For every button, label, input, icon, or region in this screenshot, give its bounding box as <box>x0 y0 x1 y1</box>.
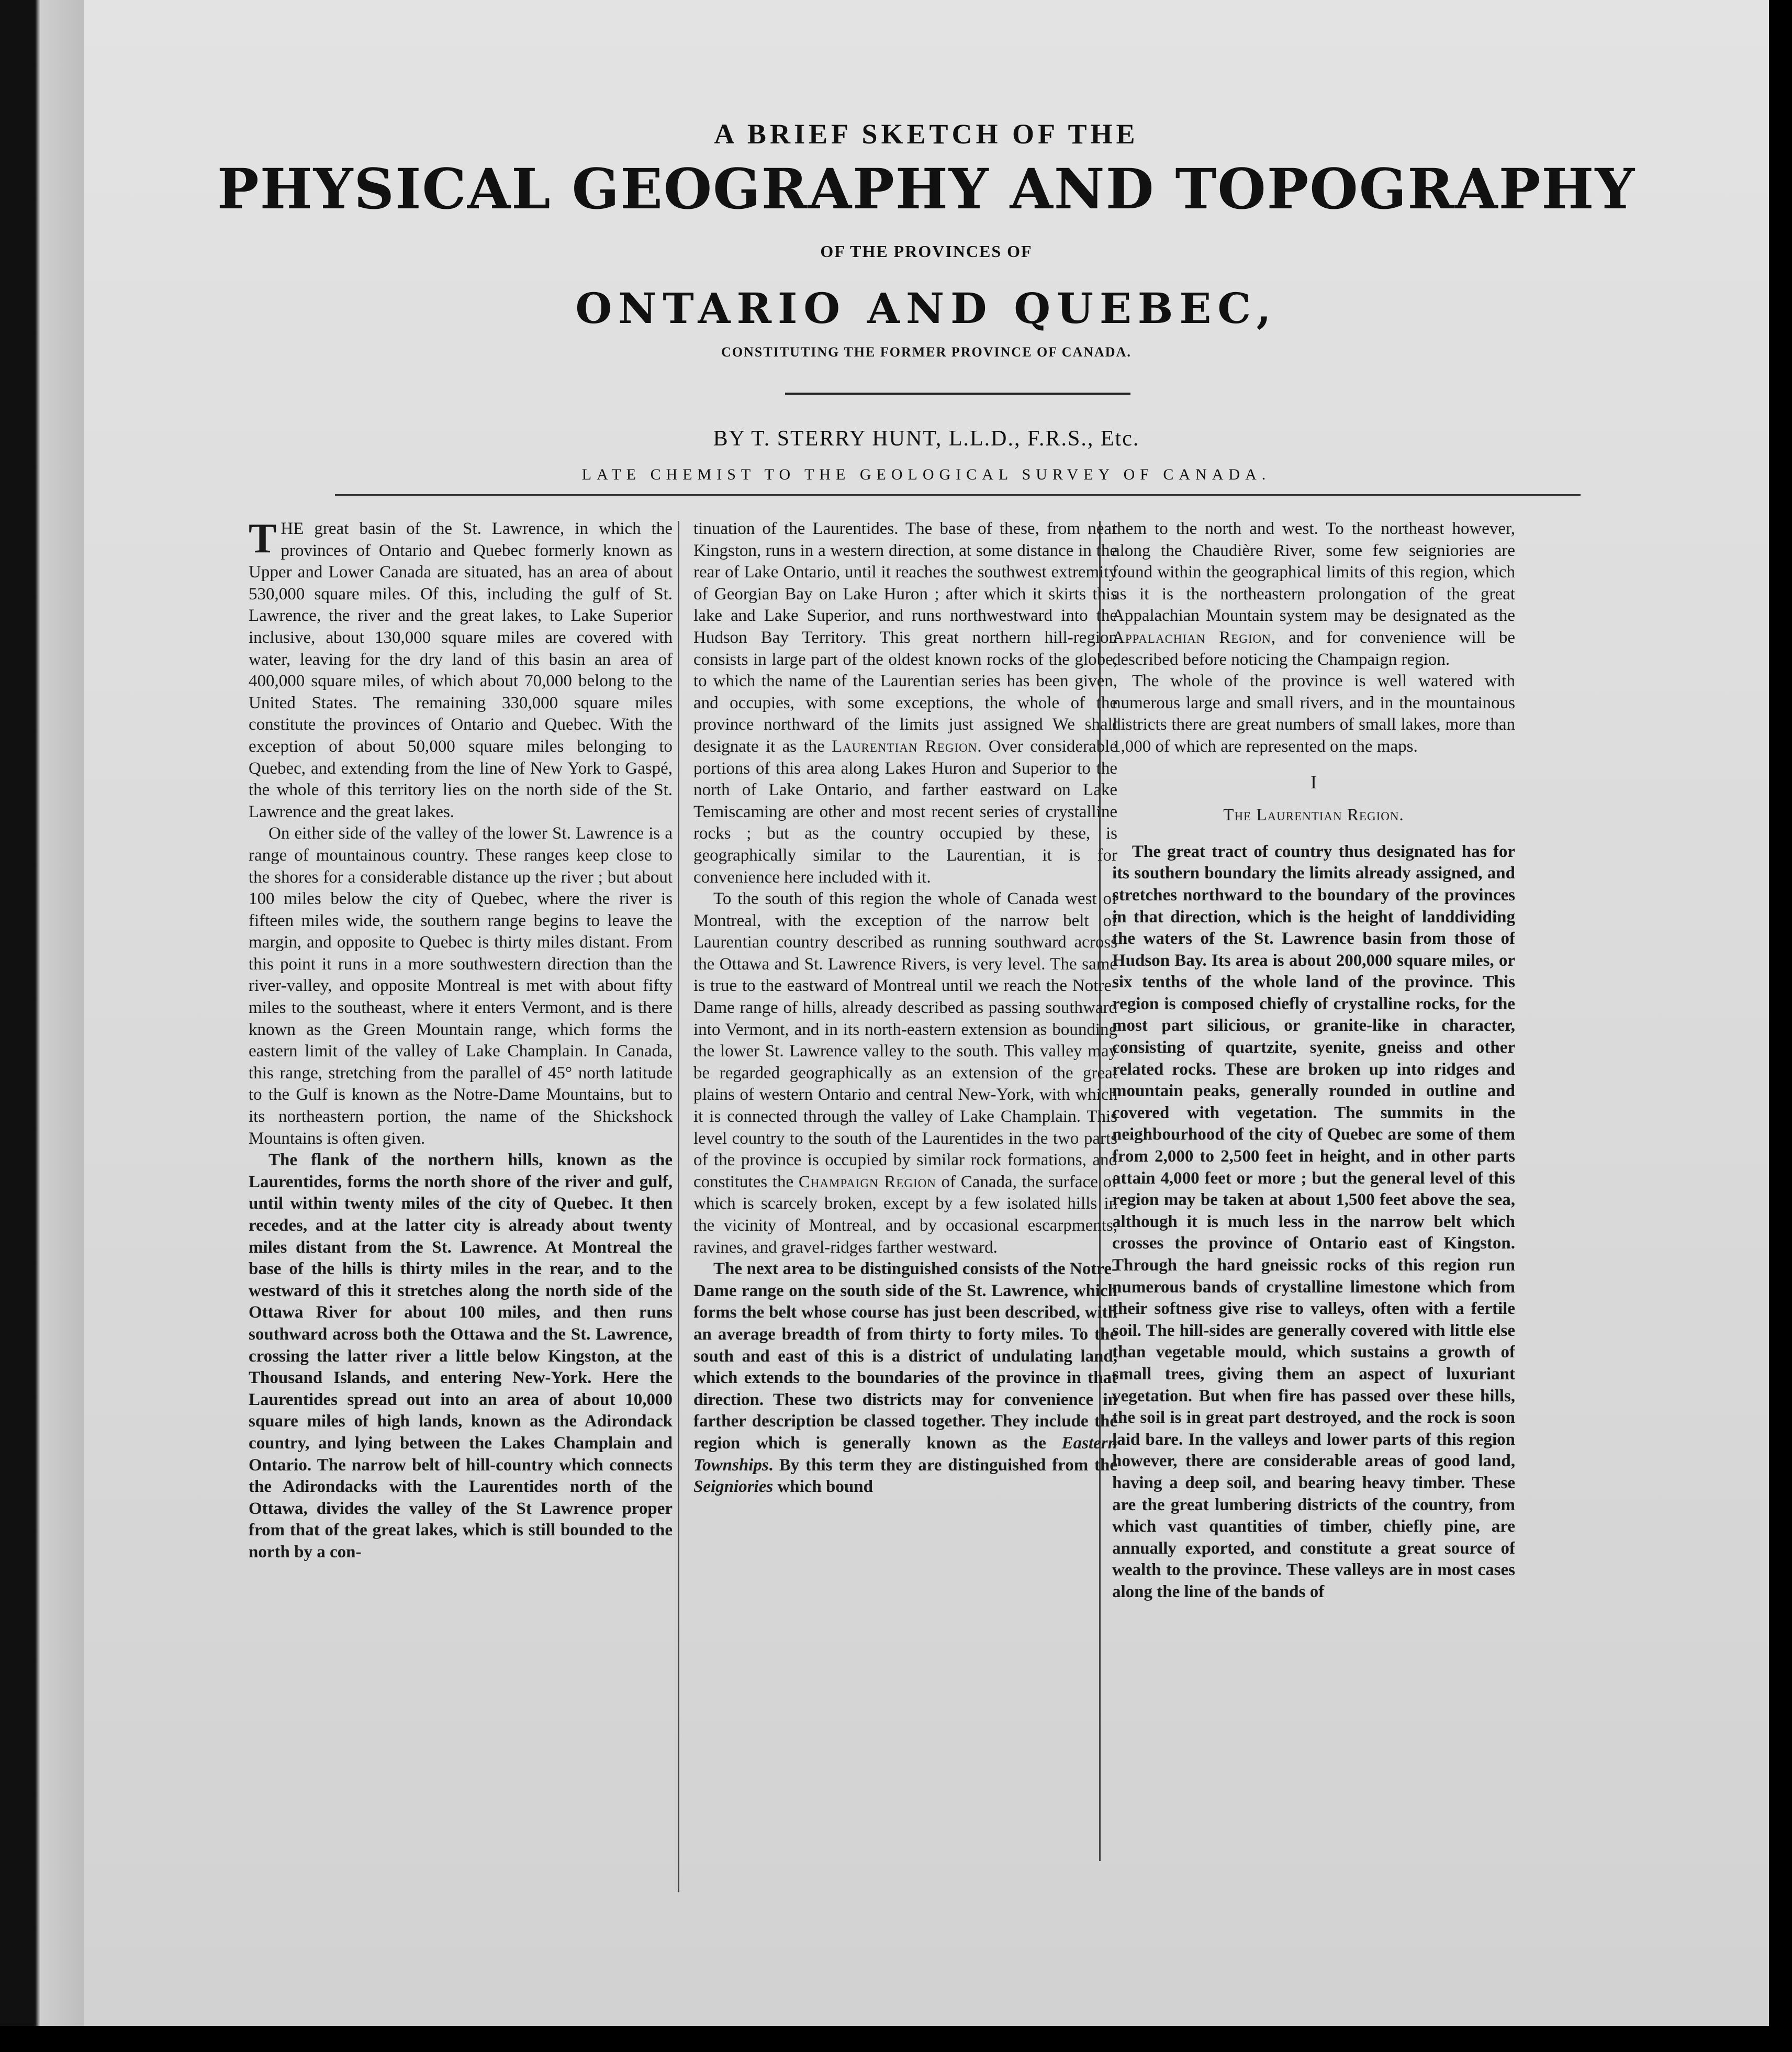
paragraph: The flank of the northern hills, known as the Laurentides, forms the north shore of the river and gulf, until within twenty miles of the city of Quebec. It then recedes, and at the latter city is already about twenty miles distant from the St. Lawrence. At Montreal the base of the hills is thirty miles in the rear, and to the westward of this it stretches along the north side of the Ottawa River for about 100 miles, and then runs southward across both the Ottawa and the St. Lawrence, crossing the latter river a little below Kingston, at the Thousand Islands, and entering New-York. Here the Laurentides spread out into an area of about 10,000 square miles of high lands, known as the Adirondack country, and lying between the Lakes Champlain and Ontario. The narrow belt of hill-country which connects the Adirondacks with the Laurentides north of the Ottawa, divides the valley of the St Lawrence proper from that of the great lakes, which is still bounded to the north by a con- <box>249 1151 673 1562</box>
paragraph: To the south of this region the whole of Canada west of Montreal, with the exception of the narrow belt of Laurentian country described as running southward across the Ottawa and St. Lawrence Rivers, is very level. The same is true to the eastward of Montreal until we reach the Notre-Dame range of hills, already described as passing southward into Vermont, and in its north-eastern extension as bounding the lower St. Lawrence valley to the south. This valley may be regarded geographically as an extension of the great plains of western Ontario and central New-York, with which it is connected through the valley of Lake Champlain. This level country to the south of the Laurentides in the two parts of the province is occupied by similar rock formations, and constitutes the Champaign Region of Canada, the surface of which is scarcely broken, except by a few isolated hills in the vicinity of Montreal, and by occasional escarpments, ravines, and gravel-ridges farther westward. <box>693 889 1117 1257</box>
section-number: I <box>1311 771 1317 793</box>
paragraph: them to the north and west. To the northeast however, along the Chaudière River, some few seigniories are found within the geographical limits of this region, which as it is the northeastern prolongation of the great Appalachian Mountain system may be designated as the Appalachian Region, and for convenience will be described before noticing the Champaign region. <box>1112 519 1515 669</box>
paragraph: The next area to be distinguished consists of the Notre-Dame range on the south side of the St. Lawrence, which forms the belt whose course has just been described, with an average breadth of from thirty to forty miles. To the south and east of this is a district of undulating land, which extends to the boundaries of the province in that direction. These two districts may for convenience in farther description be classed together. They include the region which is generally known as the Eastern Townships. By this term they are distinguished from the Seigniories which bound <box>693 1259 1117 1497</box>
term-champaign-region: Champaign Region <box>798 1172 936 1191</box>
term-seigniories: Seigniories <box>693 1477 774 1497</box>
term-appalachian-region: Appalachian Region <box>1112 628 1271 647</box>
column-divider-1 <box>678 521 679 1892</box>
heading-ontario-quebec: ONTARIO AND QUEBEC, <box>575 284 1278 333</box>
main-title: PHYSICAL GEOGRAPHY AND TOPOGRAPHY <box>217 156 1636 221</box>
title-divider <box>785 393 1130 395</box>
text-column-2 <box>693 518 1117 1879</box>
section-title: The Laurentian Region. <box>1223 806 1404 825</box>
scan-frame-bottom <box>0 2026 1792 2052</box>
paragraph: On either side of the valley of the lower St. Lawrence is a range of mountainous country. These ranges keep close to the shores for a considerable distance up the river ; but about 100 miles below the city of Quebec, where the river is fifteen miles wide, the southern range begins to leave the margin, and opposite to Quebec is thirty miles distant. From this point it runs in a more southwestern direction than the river-valley, and opposite Montreal is met with about fifty miles to the southeast, where it enters Vermont, and is there known as the Green Mountain range, which forms the eastern limit of the valley of Lake Champlain. In Canada, this range, stretching from the parallel of 45° north latitude to the Gulf is known as the Notre-Dame Mountains, but to its northeastern portion, the name of the Shickshock Mountains is often given. <box>249 824 673 1148</box>
paragraph: The whole of the province is well watered with numerous large and small rivers, and in the mountainous districts there are great numbers of small lakes, more than 1,000 of which are represented on the maps. <box>1112 672 1515 756</box>
paragraph: The great tract of country thus designated has for its southern boundary the limits already assigned, and stretches northward to the boundary of the provinces in that direction, which is the height of landdividing the waters of the St. Lawrence basin from those of Hudson Bay. Its area is about 200,000 square miles, or six tenths of the whole land of the province. This region is composed chiefly of crystalline rocks, for the most part silicious, or granite-like in character, consisting of quartzite, syenite, gneiss and other related rocks. These are broken up into ridges and mountain peaks, generally rounded in outline and covered with vegetation. The summits in the neighbourhood of the city of Quebec are some of them from 2,000 to 2,500 feet in height, and in other parts attain 4,000 feet or more ; but the general level of this region may be taken at about 1,500 feet above the sea, although it is much less in the narrow belt which crosses the province of Ontario east of Kingston. Through the hard gneissic rocks of this region run numerous bands of crystalline limestone which from their softness give rise to valleys, often with a fertile soil. The hill-sides are generally covered with little else than vegetable mould, which sustains a growth of small trees, giving them an aspect of luxuriant vegetation. But when fire has passed over these hills, the soil is in great part destroyed, and the rock is soon laid bare. In the valleys and lower parts of this region however, there are considerable areas of good land, having a deep soil, and bearing heavy timber. These are the great lumbering districts of the country, from which vast quantities of timber, chiefly pine, are annually exported, and constitute a great source of wealth to the province. These valleys are in most cases along the line of the bands of <box>1112 842 1515 1601</box>
heading-brief-sketch: A BRIEF SKETCH OF THE <box>714 118 1139 150</box>
term-eastern-townships: Eastern Townships <box>693 1433 1117 1475</box>
scan-frame-left <box>0 0 84 2052</box>
author-line: BY T. STERRY HUNT, L.L.D., F.R.S., Etc. <box>713 427 1140 451</box>
author-affiliation: LATE CHEMIST TO THE GEOLOGICAL SURVEY OF CANADA. <box>581 466 1271 483</box>
heading-of-provinces: OF THE PROVINCES OF <box>820 242 1033 261</box>
drop-cap: T <box>249 518 277 562</box>
paragraph: THE great basin of the St. Lawrence, in which the provinces of Ontario and Quebec formerly known as Upper and Lower Canada are situated, has an area of about 530,000 square miles. Of this, including the gulf of St. Lawrence, the river and the great lakes, to Lake Superior inclusive, about 130,000 square miles are covered with water, leaving for the dry land of this basin an area of 400,000 square miles, of which about 70,000 belong to the United States. The remaining 330,000 square miles constitute the provinces of Ontario and Quebec. With the exception of about 50,000 square miles belonging to Quebec, and extending from the line of New York to Gaspé, the whole of this territory lies on the north side of the St. Lawrence and the great lakes. <box>249 518 673 821</box>
header-rule <box>335 494 1581 496</box>
paragraph: tinuation of the Laurentides. The base of these, from near Kingston, runs in a western direction, at some distance in the rear of Lake Ontario, until it reaches the southwest extremity of Georgian Bay on Lake Huron ; after which it skirts this lake and Lake Superior, and runs northwestward into the Hudson Bay Territory. This great northern hill-region consists in large part of the oldest known rocks of the globe, to which the name of the Laurentian series has been given, and occupies, with some exceptions, the whole of the province northward of the limits just assigned We shall designate it as the Laurentian Region. Over considerable portions of this area along Lakes Huron and Superior to the north of Lake Ontario, and farther eastward on Lake Temiscaming are other and most recent series of crystalline rocks ; but as the country occupied by these, is geographically similar to the Laurentian, it is for convenience here included with it. <box>693 519 1117 887</box>
text-column-1 <box>249 518 673 1879</box>
scan-frame-right <box>1769 0 1792 2052</box>
text-column-3 <box>1112 518 1515 1879</box>
heading-constituting: CONSTITUTING THE FORMER PROVINCE OF CANADA. <box>721 344 1132 360</box>
term-laurentian-region: Laurentian Region <box>832 737 978 756</box>
